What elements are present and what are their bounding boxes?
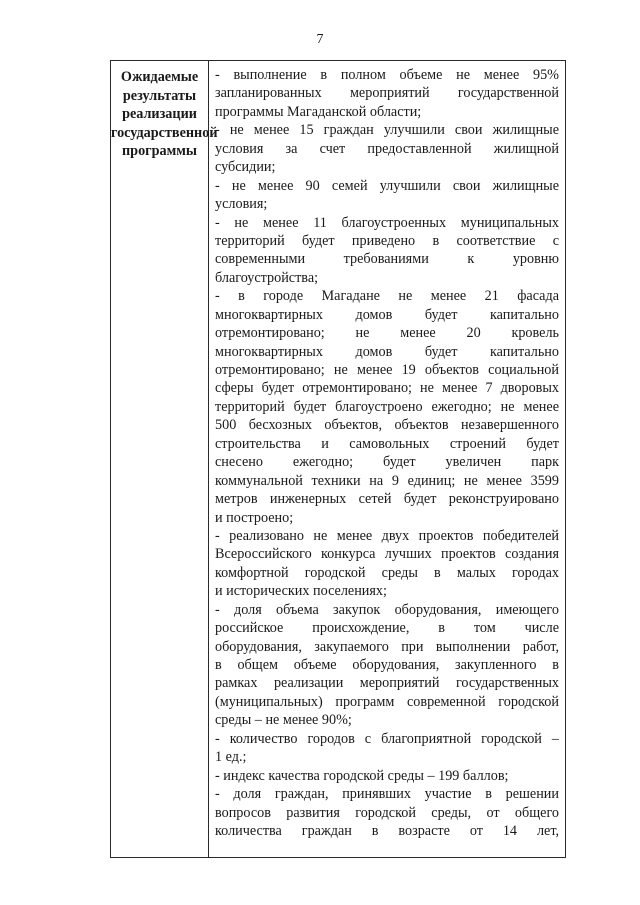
text-line: - выполнение в полном объеме не менее 95% xyxy=(215,67,559,83)
text-line: и построено; xyxy=(215,509,294,526)
page-number: 7 xyxy=(316,32,324,47)
text-line: программы Магаданской области; xyxy=(215,103,422,120)
text-line: условия за счет предоставленной жилищной xyxy=(215,140,559,157)
text-line: - количество городов с благоприятной городской – xyxy=(215,730,559,747)
text-line: Всероссийского конкурса лучших проектов создания xyxy=(215,546,559,563)
text-line: количества граждан в возрасте от 14 лет, xyxy=(215,822,559,839)
text-line: снесено ежегодно; будет увеличен парк xyxy=(215,454,559,471)
text-line: рамках реализации мероприятий государственных xyxy=(215,675,559,692)
table-label-cell xyxy=(111,61,218,857)
section-heading xyxy=(111,68,218,161)
text-line: благоустройства; xyxy=(215,269,319,286)
text-line: - реализовано не менее двух проектов победителей xyxy=(215,527,559,544)
heading-line: государственной xyxy=(111,124,218,141)
text-line: многоквартирных домов будет капитально xyxy=(215,306,559,323)
text-line: многоквартирных домов будет капитально xyxy=(215,343,559,360)
text-line: субсидии; xyxy=(215,159,276,176)
text-line: вопросов развития городской среды, от общего xyxy=(215,804,559,821)
text-line: современными требованиями к уровню xyxy=(215,251,559,268)
table-content-cell xyxy=(215,66,559,840)
text-line: и исторических поселениях; xyxy=(215,583,387,600)
text-line: - доля граждан, принявших участие в решении xyxy=(215,786,559,803)
text-line: оборудования, закупаемого при выполнении работ, xyxy=(215,638,559,655)
text-line: метров инженерных сетей будет реконструировано xyxy=(215,491,559,508)
text-line: территорий будет благоустроено ежегодно; не менее xyxy=(215,398,559,415)
text-line: 1 ед.; xyxy=(215,749,247,766)
text-line: - не менее 15 граждан улучшили свои жилищные xyxy=(215,122,559,139)
heading-line: программы xyxy=(122,143,197,159)
text-line: - не менее 11 благоустроенных муниципальных xyxy=(215,214,559,231)
results-table xyxy=(110,60,566,858)
text-line: - не менее 90 семей улучшили свои жилищные xyxy=(215,177,559,194)
text-line: коммунальной техники на 9 единиц; не менее 3599 xyxy=(215,472,559,489)
text-line: - в городе Магадане не менее 21 фасада xyxy=(215,288,559,305)
text-line: среды – не менее 90%; xyxy=(215,712,352,729)
text-line: строительства и самовольных строений будет xyxy=(215,435,559,452)
text-line: сферы будет отремонтировано; не менее 7 дворовых xyxy=(215,380,559,397)
text-line: комфортной городской среды в малых городах xyxy=(215,564,559,581)
text-line: отремонтировано; не менее 20 кровель xyxy=(215,325,559,342)
heading-line: реализации xyxy=(122,106,197,122)
text-line: - индекс качества городской среды – 199 баллов; xyxy=(215,767,509,784)
text-line: условия; xyxy=(215,196,268,213)
text-line: (муниципальных) программ современной городской xyxy=(215,693,559,710)
heading-line: Ожидаемые xyxy=(120,69,199,85)
text-line: территорий будет приведено в соответствие с xyxy=(215,232,559,249)
text-line: российское происхождение, в том числе xyxy=(215,620,559,637)
text-line: 500 бесхозных объектов, объектов незавершенного xyxy=(215,417,559,434)
text-line: - доля объема закупок оборудования, имеющего xyxy=(215,601,559,618)
text-line: запланированных мероприятий государственной xyxy=(215,85,559,102)
text-line: отремонтировано; не менее 19 объектов социальной xyxy=(215,362,559,378)
text-line: в общем объеме оборудования, закупленного в xyxy=(215,657,559,673)
heading-line: результаты xyxy=(122,87,197,104)
